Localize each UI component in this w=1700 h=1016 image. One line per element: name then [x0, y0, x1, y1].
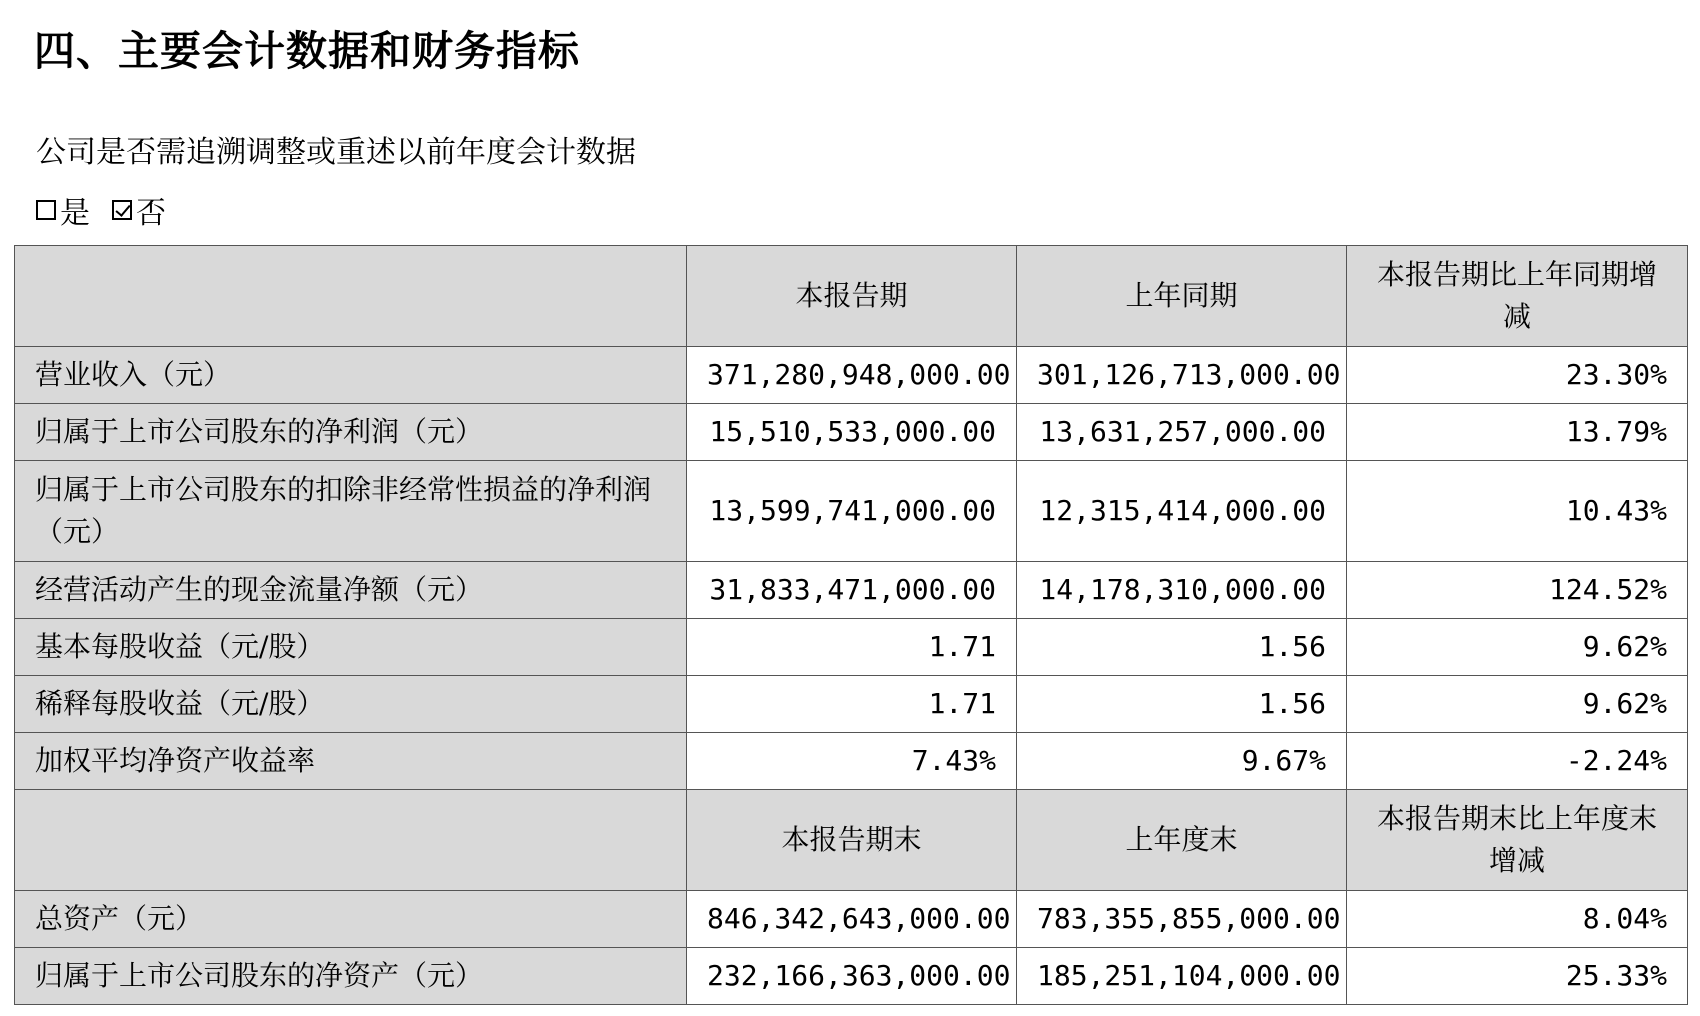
table-row [15, 733, 1688, 790]
table-row [15, 347, 1688, 404]
table-header-period [15, 246, 1688, 347]
row-label: 经营活动产生的现金流量净额（元） [15, 562, 687, 619]
change-value: 9.62% [1347, 676, 1688, 733]
table-row [15, 676, 1688, 733]
checkbox-no-checked-icon[interactable] [112, 200, 132, 220]
current-value: 1.71 [687, 676, 1017, 733]
prior-value: 783,355,855,000.00 [1017, 891, 1347, 948]
financial-indicators-table [14, 245, 1688, 1005]
option-yes-label: 是 [60, 196, 90, 231]
row-label: 归属于上市公司股东的净资产（元） [15, 948, 687, 1005]
table-row [15, 891, 1688, 948]
row-label: 总资产（元） [15, 891, 687, 948]
change-value: 124.52% [1347, 562, 1688, 619]
current-value: 371,280,948,000.00 [687, 347, 1017, 404]
option-yes[interactable] [36, 188, 90, 232]
prior-value: 301,126,713,000.00 [1017, 347, 1347, 404]
header-cell-prior-period: 上年同期 [1017, 246, 1347, 347]
row-label: 加权平均净资产收益率 [15, 733, 687, 790]
option-no-label: 否 [136, 196, 166, 231]
header-cell-empty [15, 246, 687, 347]
header-cell-current-period: 本报告期 [687, 246, 1017, 347]
row-label: 稀释每股收益（元/股） [15, 676, 687, 733]
table-header-period-end [15, 790, 1688, 891]
header-cell-prior-year-end: 上年度末 [1017, 790, 1347, 891]
row-label: 基本每股收益（元/股） [15, 619, 687, 676]
change-value: 9.62% [1347, 619, 1688, 676]
current-value: 7.43% [687, 733, 1017, 790]
checkbox-yes-icon[interactable] [36, 200, 56, 220]
current-value: 13,599,741,000.00 [687, 461, 1017, 562]
change-value: 10.43% [1347, 461, 1688, 562]
row-label: 归属于上市公司股东的净利润（元） [15, 404, 687, 461]
current-value: 232,166,363,000.00 [687, 948, 1017, 1005]
row-label: 营业收入（元） [15, 347, 687, 404]
table-row [15, 404, 1688, 461]
table-row [15, 619, 1688, 676]
prior-value: 1.56 [1017, 676, 1347, 733]
change-value: 25.33% [1347, 948, 1688, 1005]
current-value: 15,510,533,000.00 [687, 404, 1017, 461]
current-value: 846,342,643,000.00 [687, 891, 1017, 948]
prior-value: 13,631,257,000.00 [1017, 404, 1347, 461]
row-label: 归属于上市公司股东的扣除非经常性损益的净利润（元） [15, 461, 687, 562]
change-value: 23.30% [1347, 347, 1688, 404]
table-row [15, 461, 1688, 562]
section-title: 四、主要会计数据和财务指标 [34, 27, 580, 75]
change-value: 13.79% [1347, 404, 1688, 461]
table-row [15, 948, 1688, 1005]
option-no[interactable] [112, 188, 166, 232]
current-value: 1.71 [687, 619, 1017, 676]
header-cell-period-change: 本报告期比上年同期增减 [1347, 246, 1688, 347]
table-row [15, 562, 1688, 619]
prior-value: 1.56 [1017, 619, 1347, 676]
prior-value: 185,251,104,000.00 [1017, 948, 1347, 1005]
header-cell-period-end-change: 本报告期末比上年度末增减 [1347, 790, 1688, 891]
restatement-question: 公司是否需追溯调整或重述以前年度会计数据 [36, 135, 636, 170]
restatement-options [36, 188, 188, 232]
current-value: 31,833,471,000.00 [687, 562, 1017, 619]
change-value: 8.04% [1347, 891, 1688, 948]
prior-value: 12,315,414,000.00 [1017, 461, 1347, 562]
prior-value: 14,178,310,000.00 [1017, 562, 1347, 619]
change-value: -2.24% [1347, 733, 1688, 790]
prior-value: 9.67% [1017, 733, 1347, 790]
header-cell-empty [15, 790, 687, 891]
header-cell-current-period-end: 本报告期末 [687, 790, 1017, 891]
